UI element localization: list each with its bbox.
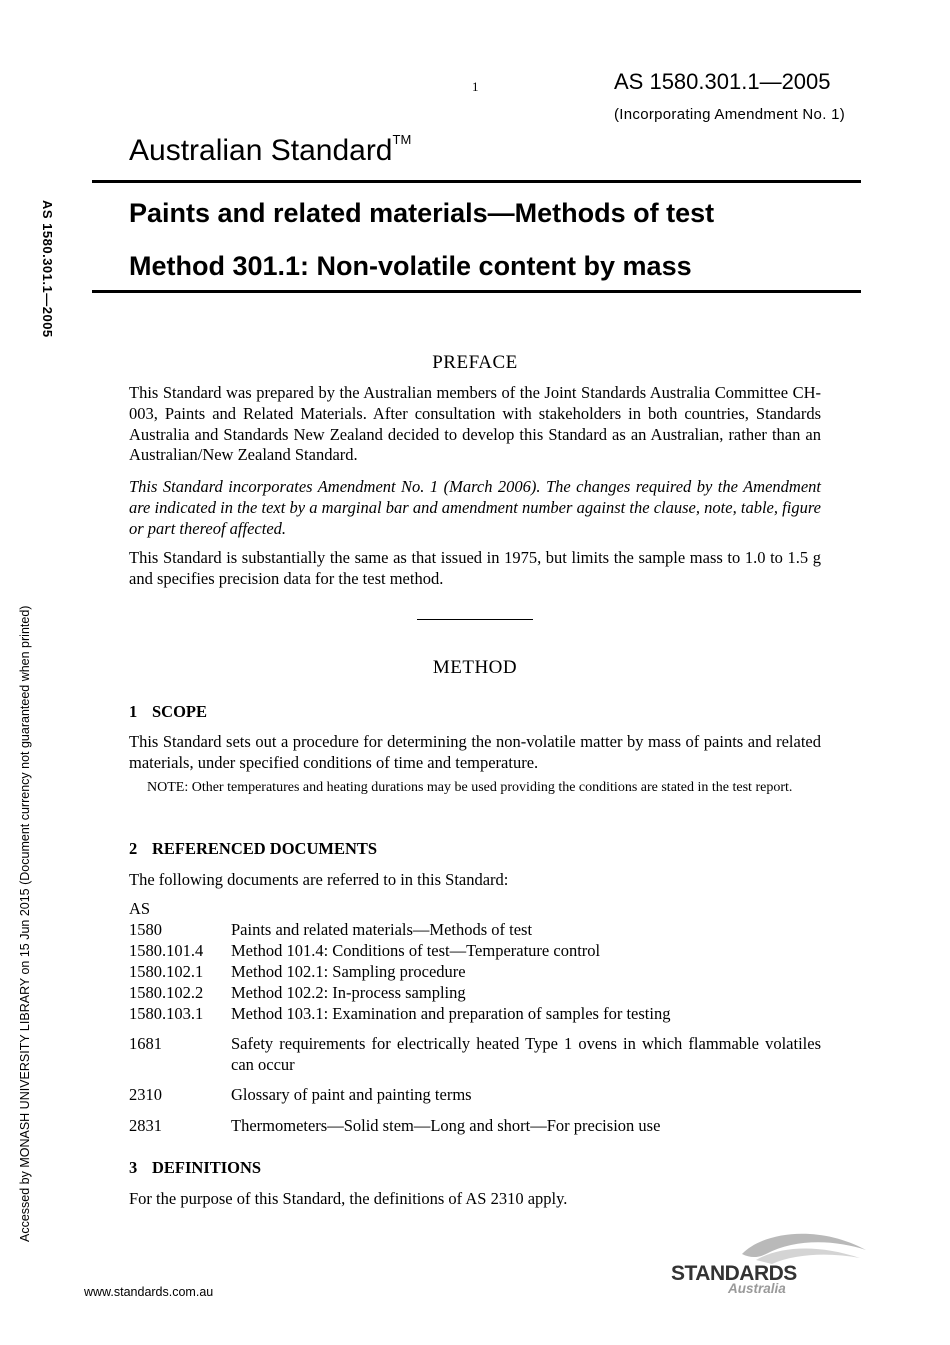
method-heading: METHOD [432, 657, 518, 678]
reference-number: 1681 [129, 1034, 162, 1053]
reference-number: 1580.101.4 [129, 941, 204, 960]
reference-number: 2310 [129, 1085, 162, 1104]
scope-paragraph: This Standard sets out a procedure for determining the non-volatile matter by mass of paints and related materials, under specified conditions of time and temperature. [129, 732, 821, 772]
section-title: DEFINITIONS [152, 1158, 262, 1177]
reference-title: Safety requirements for electrically heated Type 1 ovens in which flammable volatiles can occur [231, 1034, 821, 1074]
reference-title: Thermometers—Solid stem—Long and short—For precision use [231, 1116, 661, 1135]
section-number: 2 [129, 839, 138, 858]
definitions-paragraph: For the purpose of this Standard, the definitions of AS 2310 apply. [129, 1189, 568, 1208]
referenced-documents-intro: The following documents are referred to in this Standard: [129, 870, 509, 889]
reference-title: Method 102.2: In-process sampling [231, 983, 466, 1002]
reference-title: Method 101.4: Conditions of test—Temperature control [231, 941, 601, 960]
amendment-note: (Incorporating Amendment No. 1) [614, 106, 846, 123]
access-watermark: Accessed by MONASH UNIVERSITY LIBRARY on 15 Jun 2015 (Document currency not guaranteed when printed) [18, 605, 32, 1243]
reference-title: Paints and related materials—Methods of test [231, 920, 533, 939]
amendment-paragraph: This Standard incorporates Amendment No. 1 (March 2006). The changes required by the Amendment are indicated in the text by a marginal bar and amendment number against the clause, note, table, figure or part thereof affected. [129, 477, 821, 538]
footer-url[interactable]: www.standards.com.au [84, 1285, 214, 1299]
brand-text: Australian Standard [129, 134, 393, 167]
trademark-mark: TM [392, 132, 412, 147]
reference-row [129, 1085, 821, 1106]
page-number: 1 [472, 79, 479, 94]
document-title: Paints and related materials—Methods of test [129, 198, 715, 228]
reference-number: 1580.102.1 [129, 962, 204, 981]
title-rule-top [92, 180, 861, 183]
preface-paragraph: This Standard was prepared by the Australian members of the Joint Standards Australia Committee CH-003, Paints and Related Materials. After consultation with stakeholders in both countries, Standards Australia and Standards New Zealand decided to develop this Standard as an Australian, rather than an Australian/New Zealand Standard. [129, 383, 821, 465]
reference-row [129, 983, 821, 1004]
reference-row [129, 1004, 821, 1025]
reference-title: Method 102.1: Sampling procedure [231, 962, 466, 981]
reference-number: 1580.102.2 [129, 983, 204, 1002]
logo-wordmark: STANDARDS [671, 1262, 797, 1285]
preface-paragraph-2: This Standard is substantially the same as that issued in 1975, but limits the sample mass to 1.0 to 1.5 g and specifies precision data for the test method. [129, 548, 821, 588]
section-number: 3 [129, 1158, 138, 1177]
section-heading-scope [129, 702, 207, 722]
reference-row [129, 1034, 821, 1076]
logo-subtext: Australia [728, 1281, 786, 1296]
reference-row [129, 920, 821, 941]
document-subtitle: Method 301.1: Non-volatile content by mass [129, 251, 692, 281]
scope-note: NOTE: Other temperatures and heating durations may be used providing the conditions are stated in the test report. [147, 780, 793, 795]
reference-title: Method 103.1: Examination and preparation of samples for testing [231, 1004, 671, 1023]
reference-number: 2831 [129, 1116, 162, 1135]
section-heading-referenced-documents [129, 839, 377, 859]
reference-row [129, 941, 821, 962]
reference-row [129, 1116, 821, 1137]
section-heading-definitions [129, 1158, 261, 1178]
section-divider [417, 619, 533, 620]
title-rule-bottom [92, 290, 861, 293]
standard-number: AS 1580.301.1—2005 [614, 69, 831, 94]
section-number: 1 [129, 702, 138, 721]
reference-title: Glossary of paint and painting terms [231, 1085, 472, 1104]
document-prefix: AS [129, 899, 151, 918]
preface-heading: PREFACE [432, 352, 518, 373]
brand-title [129, 134, 411, 168]
section-title: REFERENCED DOCUMENTS [152, 839, 378, 858]
reference-number: 1580.103.1 [129, 1004, 204, 1023]
spine-standard-number: AS 1580.301.1—2005 [40, 200, 55, 338]
reference-row [129, 962, 821, 983]
section-title: SCOPE [152, 702, 208, 721]
reference-number: 1580 [129, 920, 162, 939]
